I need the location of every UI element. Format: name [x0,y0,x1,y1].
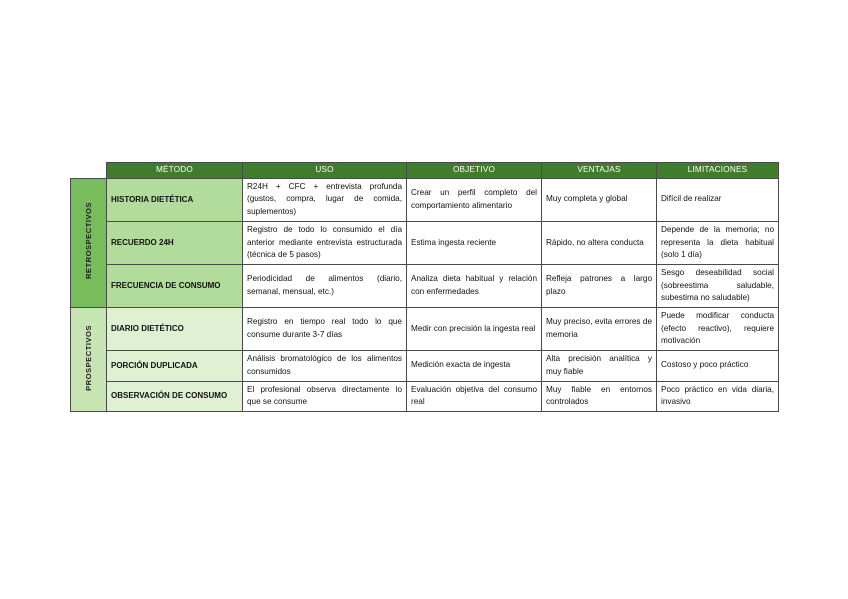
ventajas-cell: Refleja patrones a largo plazo [542,264,657,307]
uso-cell: Periodicidad de alimentos (diario, semanal, mensual, etc.) [243,264,407,307]
objetivo-cell: Medición exacta de ingesta [407,351,542,381]
method-cell: PORCIÓN DUPLICADA [107,351,243,381]
uso-cell: Análisis bromatológico de los alimentos consumidos [243,351,407,381]
ventajas-cell: Muy fiable en entornos controlados [542,381,657,411]
limitaciones-cell: Poco práctico en vida diaria, invasivo [657,381,779,411]
method-cell: OBSERVACIÓN DE CONSUMO [107,381,243,411]
method-cell: RECUERDO 24H [107,221,243,264]
header-limitaciones: LIMITACIONES [657,163,779,179]
header-objetivo: OBJETIVO [407,163,542,179]
uso-cell: Registro en tiempo real todo lo que consume durante 3-7 días [243,308,407,351]
ventajas-cell: Rápido, no altera conducta [542,221,657,264]
uso-cell: El profesional observa directamente lo que se consume [243,381,407,411]
objetivo-cell: Medir con precisión la ingesta real [407,308,542,351]
limitaciones-cell: Sesgo deseabilidad social (sobreestima saludable, subestima no saludable) [657,264,779,307]
header-uso: USO [243,163,407,179]
limitaciones-cell: Depende de la memoria; no representa la dieta habitual (solo 1 día) [657,221,779,264]
uso-cell: R24H + CFC + entrevista profunda (gustos, compra, lugar de comida, suplementos) [243,178,407,221]
header-corner [71,163,107,179]
table-row [71,178,779,221]
objetivo-cell: Crear un perfil completo del comportamiento alimentario [407,178,542,221]
table-row [71,381,779,411]
group-label-prospectivos: PROSPECTIVOS [71,308,107,412]
uso-cell: Registro de todo lo consumido el día anterior mediante entrevista estructurada (técnica de 5 pasos) [243,221,407,264]
methods-table-container [70,162,778,412]
method-cell: FRECUENCIA DE CONSUMO [107,264,243,307]
table-row [71,221,779,264]
limitaciones-cell: Difícil de realizar [657,178,779,221]
method-cell: HISTORIA DIETÉTICA [107,178,243,221]
ventajas-cell: Muy completa y global [542,178,657,221]
objetivo-cell: Evaluación objetiva del consumo real [407,381,542,411]
methods-table [70,162,779,412]
table-row [71,308,779,351]
limitaciones-cell: Costoso y poco práctico [657,351,779,381]
ventajas-cell: Muy preciso, evita errores de memoria [542,308,657,351]
table-row [71,351,779,381]
header-metodo: MÉTODO [107,163,243,179]
group-label-retrospectivos: RETROSPECTIVOS [71,178,107,307]
header-ventajas: VENTAJAS [542,163,657,179]
header-row [71,163,779,179]
method-cell: DIARIO DIETÉTICO [107,308,243,351]
objetivo-cell: Analiza dieta habitual y relación con enfermedades [407,264,542,307]
ventajas-cell: Alta precisión analítica y muy fiable [542,351,657,381]
objetivo-cell: Estima ingesta reciente [407,221,542,264]
limitaciones-cell: Puede modificar conducta (efecto reactivo), requiere motivación [657,308,779,351]
table-row [71,264,779,307]
